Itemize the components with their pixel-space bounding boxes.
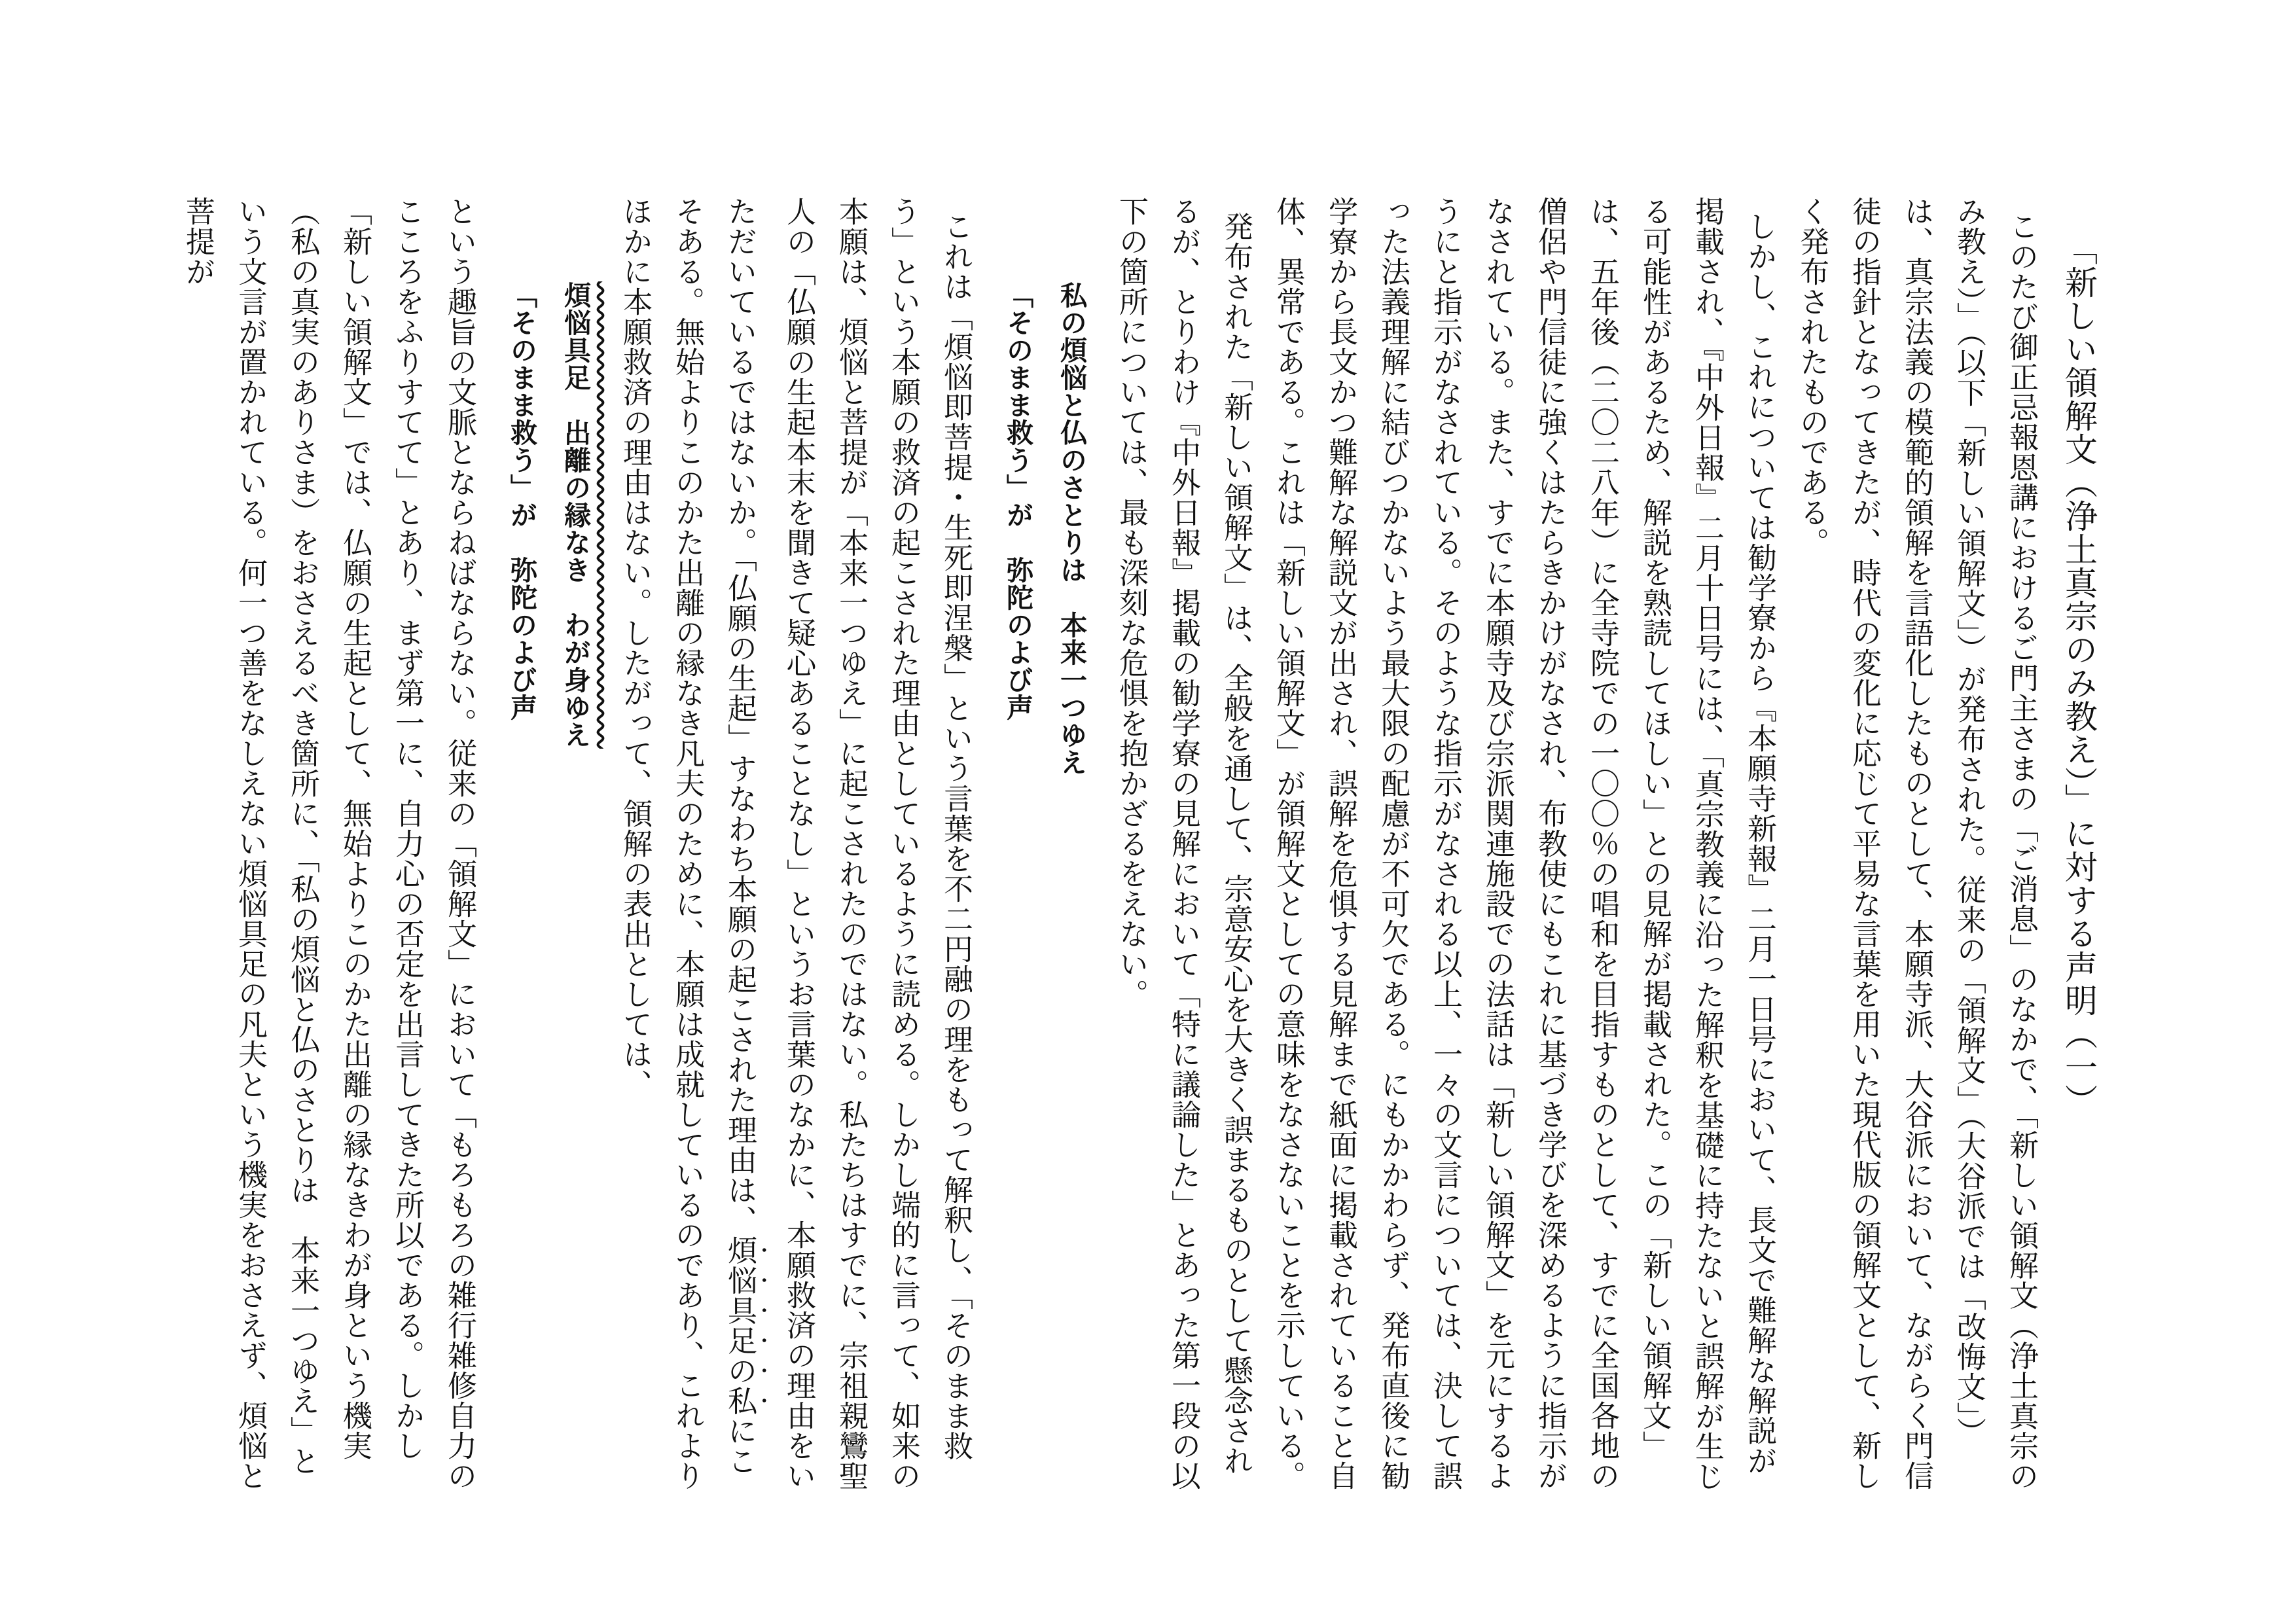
paragraph-3: 発布された「新しい領解文」は、全般を通して、宗意安心を大きく誤まるものとして懸念されるが、とりわけ『中外日報』掲載の勧学寮の見解において「特に議論した」とあった第一段の以下の箇所については、最も深刻な危惧を抱かざるをえない。: [1115, 196, 1252, 1491]
paragraph-1: このたび御正忌報恩講におけるご門主さまの「ご消息」のなかで、「新しい領解文（浄土真宗のみ教え）」（以下「新しい領解文」）が発布された。従来の「領解文」（大谷派では「改悔文」）は、真宗法義の模範的領解を言語化したものとして、本願寺派、大谷派において、ながらく門信徒の指針となってきたが、時代の変化に応じて平易な言葉を用いた現代版の領解文として、新しく発布されたものである。: [1795, 196, 2037, 1491]
paragraph-4: [609, 196, 982, 1495]
paragraph-2: しかし、これについては勧学寮から『本願寺新報』二月一日号において、長文で難解な解説が掲載され、『中外日報』二月十日号には、「真宗教義に沿った解釈を基礎に持たないと誤解が生じる可能性があるため、解説を熟読してほしい」との見解が掲載された。この「新しい領解文」は、五年後（二〇二八年）に全寺院での一〇〇％の唱和を目指すものとして、すでに全国各地の僧侶や門信徒に強くはたらきかけがなされ、布教使にもこれに基づき学びを深めるように指示がなされている。また、すでに本願寺及び宗派関連施設での法話は「新しい領解文」を元にするようにと指示がなされている。そのような指示がなされる以上、一々の文言については、決して誤った法義理解に結びつかないよう最大限の配慮が不可欠である。にもかかわらず、発布直後に勧学寮から長文かつ難解な解説文が出され、誤解を危惧する見解まで紙面に掲載されていること自体、異常である。これは「新しい領解文」が領解文としての意味をなさないことを示している。: [1272, 196, 1776, 1491]
quote1-line2: 「そのまま救う」が 弥陀のよび声: [1003, 281, 1033, 721]
document-body: [171, 196, 2109, 1495]
quote2-line1-wavy-emphasis: 煩悩具足 出離の縁なき わが身ゆえ: [560, 281, 590, 749]
p4-text-before: これは「煩悩即菩提・生死即涅槃」という言葉を不二円融の理をもって解釈し、「そのまま救う」という本願の救済の起こされた理由としているように読める。しかし端的に言って、如来の本願は、煩悩と菩提が「本来一つゆえ」に起こされたのではない。私たちはすでに、宗祖親鸞聖人の「仏願の生起本末を聞きて疑心あることなし」というお言葉のなかに、本願救済の理由をいただいているではないか。「仏願の生起」すなわち本願の起こされた理由は、: [723, 196, 972, 1491]
document-title: 「新しい領解文（浄土真宗のみ教え）」に対する声明（一）: [2060, 232, 2097, 1117]
quote-block-1: [991, 196, 1098, 1495]
p4-text-after: にこそある。無始よりこのかた出離の縁なき凡夫のために、本願は成就しているのであり、これよりほかに本願救済の理由はない。したがって、領解の表出としては、: [619, 196, 756, 1491]
p4-emphasized-text: 煩悩具足の私: [723, 1235, 756, 1416]
paragraph-5: という趣旨の文脈とならねばならない。従来の「領解文」において「もろもろの雑行雑修自力のこころをふりすてて」とあり、まず第一に、自力心の否定を出言してきた所以である。しかし「新しい領解文」では、仏願の生起として、無始よりこのかた出離の縁なきわが身という機実（私の真実のありさま）をおさえるべき箇所に、「私の煩悩と仏のさとりは 本来一つゆえ」という文言が置かれている。何一つ善をなしえない煩悩具足の凡夫という機実をおさえず、煩悩と菩提が: [181, 196, 476, 1491]
quote2-line2: 「そのまま救う」が 弥陀のよび声: [507, 281, 537, 721]
quote-block-2: [495, 196, 602, 1495]
quote1-line1: 私の煩悩と仏のさとりは 本来一つゆえ: [1056, 281, 1086, 776]
